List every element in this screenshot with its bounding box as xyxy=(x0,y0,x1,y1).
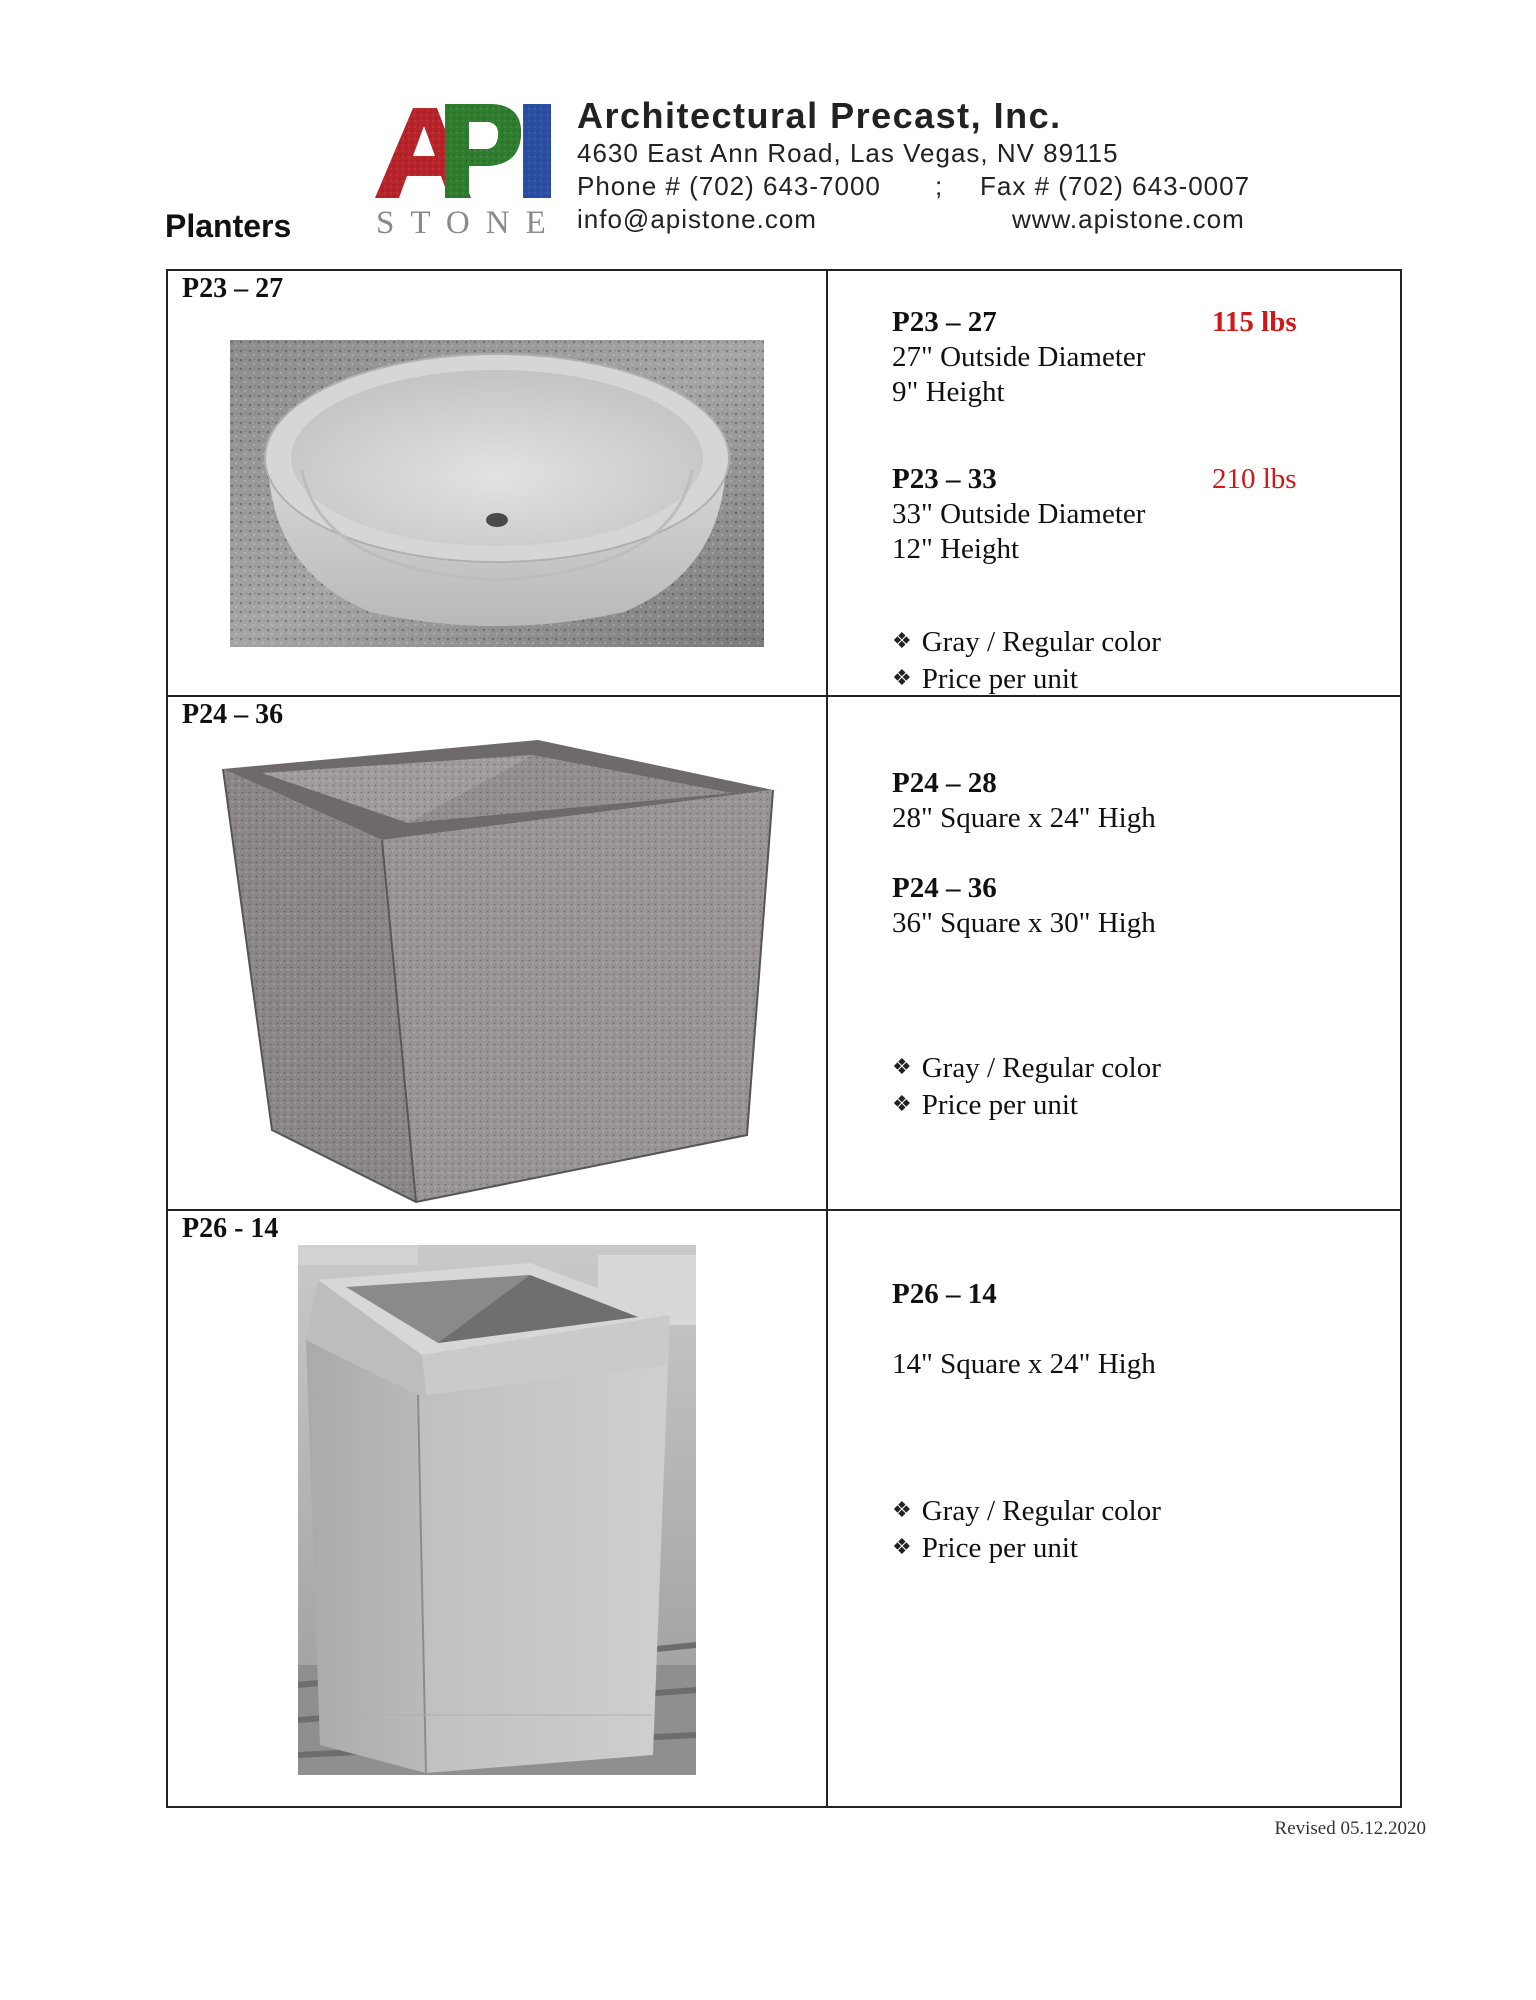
note-item: ❖ Gray / Regular color xyxy=(892,1495,1161,1527)
note-item: ❖ Price per unit xyxy=(892,1089,1078,1121)
model-number: P26 – 14 xyxy=(892,1278,997,1310)
row-label: P26 - 14 xyxy=(182,1213,279,1244)
diamond-bullet-icon: ❖ xyxy=(892,1055,912,1080)
row-label: P24 – 36 xyxy=(182,699,284,730)
spec-line: 27" Outside Diameter xyxy=(892,341,1146,373)
weight-label: 210 lbs xyxy=(1212,463,1297,495)
phone-fax-separator: ; xyxy=(935,171,944,201)
spec-block xyxy=(892,871,1156,941)
diamond-bullet-icon: ❖ xyxy=(892,666,912,691)
tapered-square-planter-image xyxy=(220,735,780,1205)
diamond-bullet-icon: ❖ xyxy=(892,1498,912,1523)
revision-date: Revised 05.12.2020 xyxy=(1274,1818,1426,1839)
spec-line: 28" Square x 24" High xyxy=(892,802,1156,834)
note-item: ❖ Price per unit xyxy=(892,663,1078,695)
row-label: P23 – 27 xyxy=(182,273,284,304)
model-number: P24 – 36 xyxy=(892,872,997,904)
note-item: ❖ Gray / Regular color xyxy=(892,1052,1161,1084)
diamond-bullet-icon: ❖ xyxy=(892,1535,912,1560)
spec-block xyxy=(892,1277,997,1312)
column-divider xyxy=(826,269,828,1808)
spec-line: 12" Height xyxy=(892,533,1020,565)
spec-block xyxy=(892,305,1145,410)
page-title: Planters xyxy=(165,208,292,244)
model-number: P23 – 33 xyxy=(892,463,997,495)
company-phone: Phone # (702) 643-7000 xyxy=(577,171,881,201)
diamond-bullet-icon: ❖ xyxy=(892,1092,912,1117)
company-address: 4630 East Ann Road, Las Vegas, NV 89115 xyxy=(577,138,1119,168)
company-fax: Fax # (702) 643-0007 xyxy=(980,171,1251,201)
round-bowl-planter-image xyxy=(230,340,764,647)
model-number: P23 – 27 xyxy=(892,306,997,338)
notes-list xyxy=(892,1494,1161,1568)
spec-block xyxy=(892,766,1156,836)
notes-list xyxy=(892,1051,1161,1125)
spec-line: 9" Height xyxy=(892,376,1005,408)
note-item: ❖ Gray / Regular color xyxy=(892,626,1161,658)
tall-square-planter-image xyxy=(298,1245,696,1775)
model-number: P24 – 28 xyxy=(892,767,997,799)
spec-line: 14" Square x 24" High xyxy=(892,1348,1156,1380)
row-divider xyxy=(166,1209,1402,1211)
weight-label: 115 lbs xyxy=(1212,306,1297,338)
diamond-bullet-icon: ❖ xyxy=(892,629,912,654)
spec-line: 33" Outside Diameter xyxy=(892,498,1146,530)
notes-list xyxy=(892,625,1161,699)
logo-stone-word: STONE xyxy=(376,205,562,241)
spec-line: 36" Square x 30" High xyxy=(892,907,1156,939)
company-email[interactable]: info@apistone.com xyxy=(577,204,817,234)
row-divider xyxy=(166,695,1402,697)
company-website[interactable]: www.apistone.com xyxy=(1012,204,1245,234)
company-name: Architectural Precast, Inc. xyxy=(577,95,1062,136)
note-item: ❖ Price per unit xyxy=(892,1532,1078,1564)
spec-block xyxy=(892,462,1145,567)
